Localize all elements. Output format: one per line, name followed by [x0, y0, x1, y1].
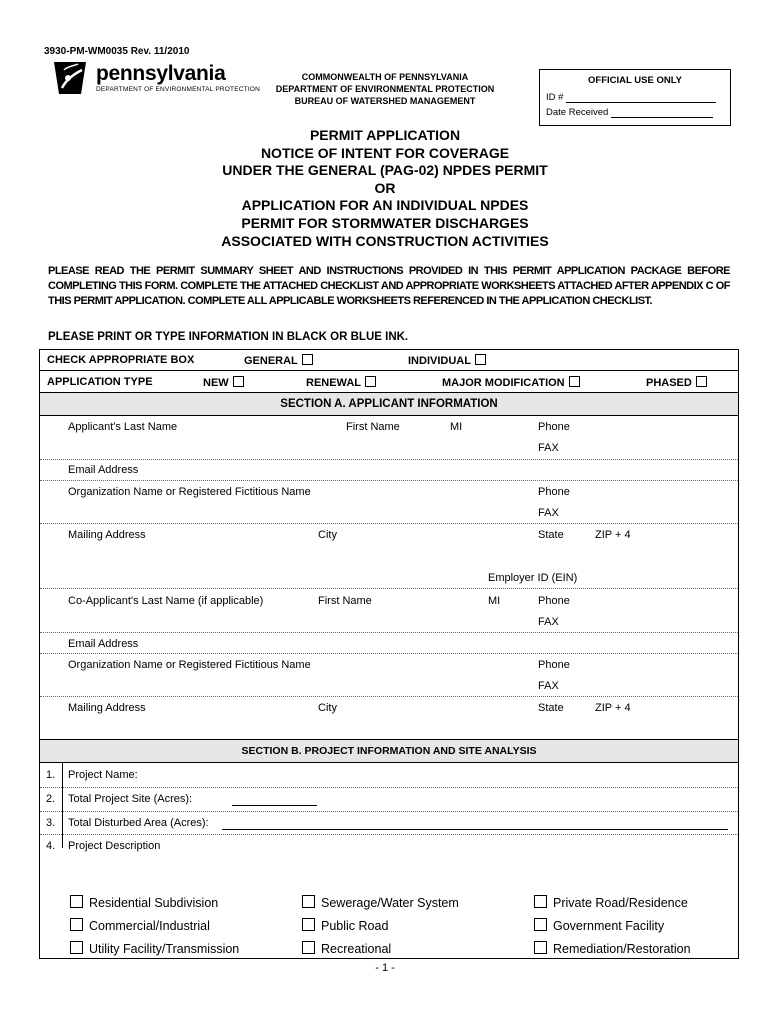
option-checkbox[interactable]: [534, 941, 547, 954]
option-commercial-industrial[interactable]: [70, 918, 210, 933]
zip-label: ZIP + 4: [595, 529, 631, 541]
project-name-label: Project Name:: [68, 769, 138, 781]
keystone-logo-icon: [48, 58, 92, 98]
item-number: 2.: [46, 793, 56, 805]
form-id: 3930-PM-WM0035 Rev. 11/2010: [44, 46, 190, 57]
org-name-label: Organization Name or Registered Fictitious Name: [68, 659, 311, 671]
option-public-road[interactable]: [302, 918, 388, 933]
option-checkbox[interactable]: [302, 941, 315, 954]
fax-label: FAX: [538, 616, 559, 628]
section-b-title: SECTION B. PROJECT INFORMATION AND SITE ANALYSIS: [241, 745, 537, 757]
project-description-label: Project Description: [68, 840, 161, 852]
phone-label: Phone: [538, 595, 570, 607]
title-line: PERMIT APPLICATION: [309, 127, 461, 143]
phone-label: Phone: [538, 486, 570, 498]
title-line: OR: [374, 179, 396, 196]
official-use-box: [539, 69, 731, 126]
individual-checkbox[interactable]: [475, 354, 486, 365]
disturbed-area-label: Total Disturbed Area (Acres):: [68, 817, 209, 829]
general-checkbox[interactable]: [302, 354, 313, 365]
fax-label: FAX: [538, 680, 559, 692]
option-residential-subdivision[interactable]: [70, 895, 218, 910]
general-option[interactable]: [244, 354, 313, 367]
item-number: 1.: [46, 769, 56, 781]
new-label: NEW: [203, 377, 229, 389]
new-option[interactable]: [203, 376, 244, 389]
page-number: - 1 -: [375, 962, 395, 974]
renewal-checkbox[interactable]: [365, 376, 376, 387]
title-line: APPLICATION FOR AN INDIVIDUAL NPDES: [241, 197, 529, 214]
city-label: City: [318, 702, 337, 714]
individual-option[interactable]: [408, 354, 486, 367]
first-name-label: First Name: [318, 595, 372, 607]
individual-label: INDIVIDUAL: [408, 355, 471, 367]
option-label: Government Facility: [553, 919, 665, 933]
option-checkbox[interactable]: [70, 941, 83, 954]
check-box-label: CHECK APPROPRIATE BOX: [47, 354, 195, 366]
option-checkbox[interactable]: [302, 918, 315, 931]
major-mod-checkbox[interactable]: [569, 376, 580, 387]
application-form: [39, 349, 739, 959]
fax-label: FAX: [538, 442, 559, 454]
option-government-facility[interactable]: [534, 918, 664, 933]
title-line: UNDER THE GENERAL (PAG-02) NPDES PERMIT: [222, 162, 548, 179]
phone-label: Phone: [538, 659, 570, 671]
new-checkbox[interactable]: [233, 376, 244, 387]
renewal-label: RENEWAL: [306, 377, 361, 389]
applicant-last-name-label: Applicant's Last Name: [68, 421, 178, 433]
official-use-title: OFFICIAL USE ONLY: [588, 75, 682, 86]
agency-line: BUREAU OF WATERSHED MANAGEMENT: [294, 96, 476, 106]
project-site-acres-field[interactable]: [232, 793, 317, 806]
option-label: Recreational: [321, 942, 392, 956]
option-recreational[interactable]: [302, 941, 391, 956]
agency-line: DEPARTMENT OF ENVIRONMENTAL PROTECTION: [275, 84, 495, 94]
option-sewerage-water[interactable]: [302, 895, 459, 910]
mailing-address-label: Mailing Address: [68, 529, 146, 541]
project-site-acres-label: Total Project Site (Acres):: [68, 793, 193, 805]
option-checkbox[interactable]: [70, 918, 83, 931]
logo-subtitle: DEPARTMENT OF ENVIRONMENTAL PROTECTION: [96, 86, 260, 93]
pa-logo: [48, 58, 260, 98]
phased-option[interactable]: [646, 376, 707, 389]
option-label: Private Road/Residence: [553, 896, 688, 910]
email-label: Email Address: [68, 464, 139, 476]
phased-checkbox[interactable]: [696, 376, 707, 387]
fax-label: FAX: [538, 507, 559, 519]
id-field[interactable]: [566, 102, 716, 103]
major-mod-label: MAJOR MODIFICATION: [442, 377, 565, 389]
state-label: State: [538, 702, 564, 714]
print-note: PLEASE PRINT OR TYPE INFORMATION IN BLACK OR BLUE INK.: [48, 331, 409, 343]
id-label: ID #: [546, 92, 564, 103]
section-a-title: SECTION A. APPLICANT INFORMATION: [280, 398, 498, 410]
agency-block: [265, 71, 505, 107]
option-label: Residential Subdivision: [89, 896, 219, 910]
form-title: [0, 127, 770, 250]
item-number: 4.: [46, 840, 56, 852]
option-utility-facility[interactable]: [70, 941, 239, 956]
date-received-label: Date Received: [546, 107, 609, 118]
renewal-option[interactable]: [306, 376, 376, 389]
option-label: Utility Facility/Transmission: [89, 942, 240, 956]
major-mod-option[interactable]: [442, 376, 580, 389]
zip-label: ZIP + 4: [595, 702, 631, 714]
mi-label: MI: [450, 421, 463, 433]
option-label: Commercial/Industrial: [89, 919, 210, 933]
title-line: PERMIT FOR STORMWATER DISCHARGES: [241, 214, 529, 231]
general-label: GENERAL: [244, 355, 298, 367]
instructions: PLEASE READ THE PERMIT SUMMARY SHEET AND INSTRUCTIONS PROVIDED IN THIS PERMIT APPLICATION PACKAGE BEFORE COMPLETING THIS FORM. COMPLETE THE ATTACHED CHECKLIST AND APPROPRIATE WORKSHEETS ATTACHED AFTER APPENDIX C OF THIS PERMIT APPLICATION. COMPLETE ALL APPLICABLE WORKSHEETS REFERENCED IN THE APPLICATION CHECKLIST.: [48, 265, 730, 307]
agency-line: COMMONWEALTH OF PENNSYLVANIA: [301, 72, 469, 82]
phone-label: Phone: [538, 421, 570, 433]
mi-label: MI: [488, 595, 501, 607]
option-label: Remediation/Restoration: [553, 942, 691, 956]
app-type-label: APPLICATION TYPE: [47, 376, 153, 388]
title-line: NOTICE OF INTENT FOR COVERAGE: [260, 144, 510, 161]
email-label: Email Address: [68, 638, 139, 650]
ein-label: Employer ID (EIN): [488, 572, 578, 584]
disturbed-area-field[interactable]: [222, 817, 728, 830]
city-label: City: [318, 529, 337, 541]
option-checkbox[interactable]: [302, 895, 315, 908]
option-checkbox[interactable]: [70, 895, 83, 908]
date-received-field[interactable]: [611, 117, 713, 118]
option-private-road[interactable]: [534, 895, 688, 910]
mailing-address-label: Mailing Address: [68, 702, 146, 714]
state-label: State: [538, 529, 564, 541]
option-label: Sewerage/Water System: [321, 896, 459, 910]
option-checkbox[interactable]: [534, 918, 547, 931]
coapplicant-last-name-label: Co-Applicant's Last Name (if applicable): [68, 595, 264, 607]
option-remediation-restoration[interactable]: [534, 941, 691, 956]
org-name-label: Organization Name or Registered Fictitious Name: [68, 486, 311, 498]
phased-label: PHASED: [646, 377, 692, 389]
option-checkbox[interactable]: [534, 895, 547, 908]
first-name-label: First Name: [346, 421, 400, 433]
title-line: ASSOCIATED WITH CONSTRUCTION ACTIVITIES: [221, 232, 549, 249]
option-label: Public Road: [321, 919, 389, 933]
item-number: 3.: [46, 817, 56, 829]
logo-wordmark: pennsylvania: [96, 62, 226, 85]
